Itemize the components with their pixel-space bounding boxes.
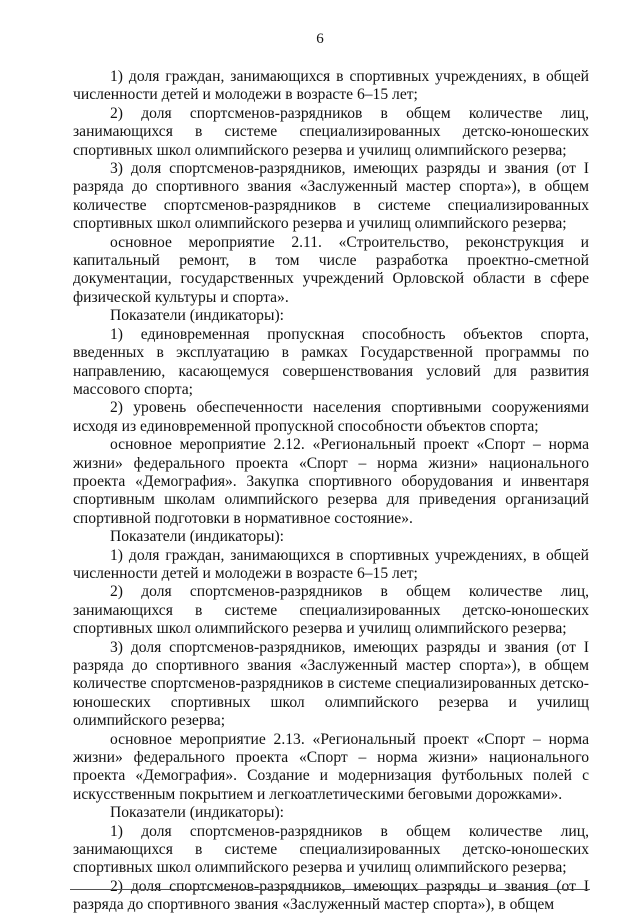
paragraph: 3) доля спортсменов-разрядников, имеющих разряды и звания (от I разряда до спортивного звания «Заслуженный мастер спорта»), в общем количестве спортсменов-разрядников в системе специализированных детско-юношеских спортивных школ олимпийского резерва и училищ олимпийского резерва; [73, 638, 589, 730]
scan-edge-line [70, 889, 590, 890]
document-body [73, 68, 589, 915]
paragraph: 2) доля спортсменов-разрядников в общем количестве лиц, занимающихся в системе специализированных детско-юношеских спортивных школ олимпийского резерва и училищ олимпийского резерва; [73, 104, 589, 159]
paragraph: Показатели (индикаторы): [110, 528, 284, 546]
paragraph: Показатели (индикаторы): [110, 804, 284, 822]
paragraph: 1) доля спортсменов-разрядников в общем количестве лиц, занимающихся в системе специализированных детско-юношеских спортивных школ олимпийского резерва и училищ олимпийского резерва; [73, 822, 589, 877]
paragraph: 1) доля граждан, занимающихся в спортивных учреждениях, в общей численности детей и молодежи в возрасте 6–15 лет; [73, 546, 589, 582]
paragraph: основное мероприятие 2.12. «Региональный проект «Спорт – норма жизни» федерального проекта «Спорт – норма жизни» национального проекта «Демография». Закупка спортивного оборудования и инвентаря спортивным школам олимпийского резерва для приведения организаций спортивной подготовки в нормативное состояние». [73, 436, 589, 527]
paragraph: основное мероприятие 2.11. «Строительство, реконструкция и капитальный ремонт, в том числе разработка проектно-сметной документации, государственных учреждений Орловской области в сфере физической культуры и спорта». [73, 233, 589, 306]
paragraph: 1) доля граждан, занимающихся в спортивных учреждениях, в общей численности детей и молодежи в возрасте 6–15 лет; [73, 68, 589, 104]
paragraph: 3) доля спортсменов-разрядников, имеющих разряды и звания (от I разряда до спортивного звания «Заслуженный мастер спорта»), в общем количестве спортсменов-разрядников в системе специализированных спортивных школ олимпийского резерва и училищ олимпийского резерва; [73, 160, 589, 233]
paragraph: Показатели (индикаторы): [110, 307, 284, 325]
paragraph: 2) доля спортсменов-разрядников в общем количестве лиц, занимающихся в системе специализированных детско-юношеских спортивных школ олимпийского резерва и училищ олимпийского резерва; [73, 583, 589, 638]
paragraph: основное мероприятие 2.13. «Региональный проект «Спорт – норма жизни» федерального проекта «Спорт – норма жизни» национального проекта «Демография». Создание и модернизация футбольных полей с искусственным покрытием и легкоатлетическими беговыми дорожками». [73, 730, 589, 803]
paragraph: 2) уровень обеспеченности населения спортивными сооружениями исходя из единовременной пропускной способности объектов спорта; [73, 399, 589, 435]
paragraph: 2) доля спортсменов-разрядников, имеющих разряды и звания (от I разряда до спортивного звания «Заслуженный мастер спорта»), в общем [73, 877, 589, 914]
page-number: 6 [316, 31, 324, 47]
paragraph: 1) единовременная пропускная способность объектов спорта, введенных в эксплуатацию в рамках Государственной программы по направлению, касающемуся совершенствования условий для развития массового спорта; [73, 325, 589, 398]
